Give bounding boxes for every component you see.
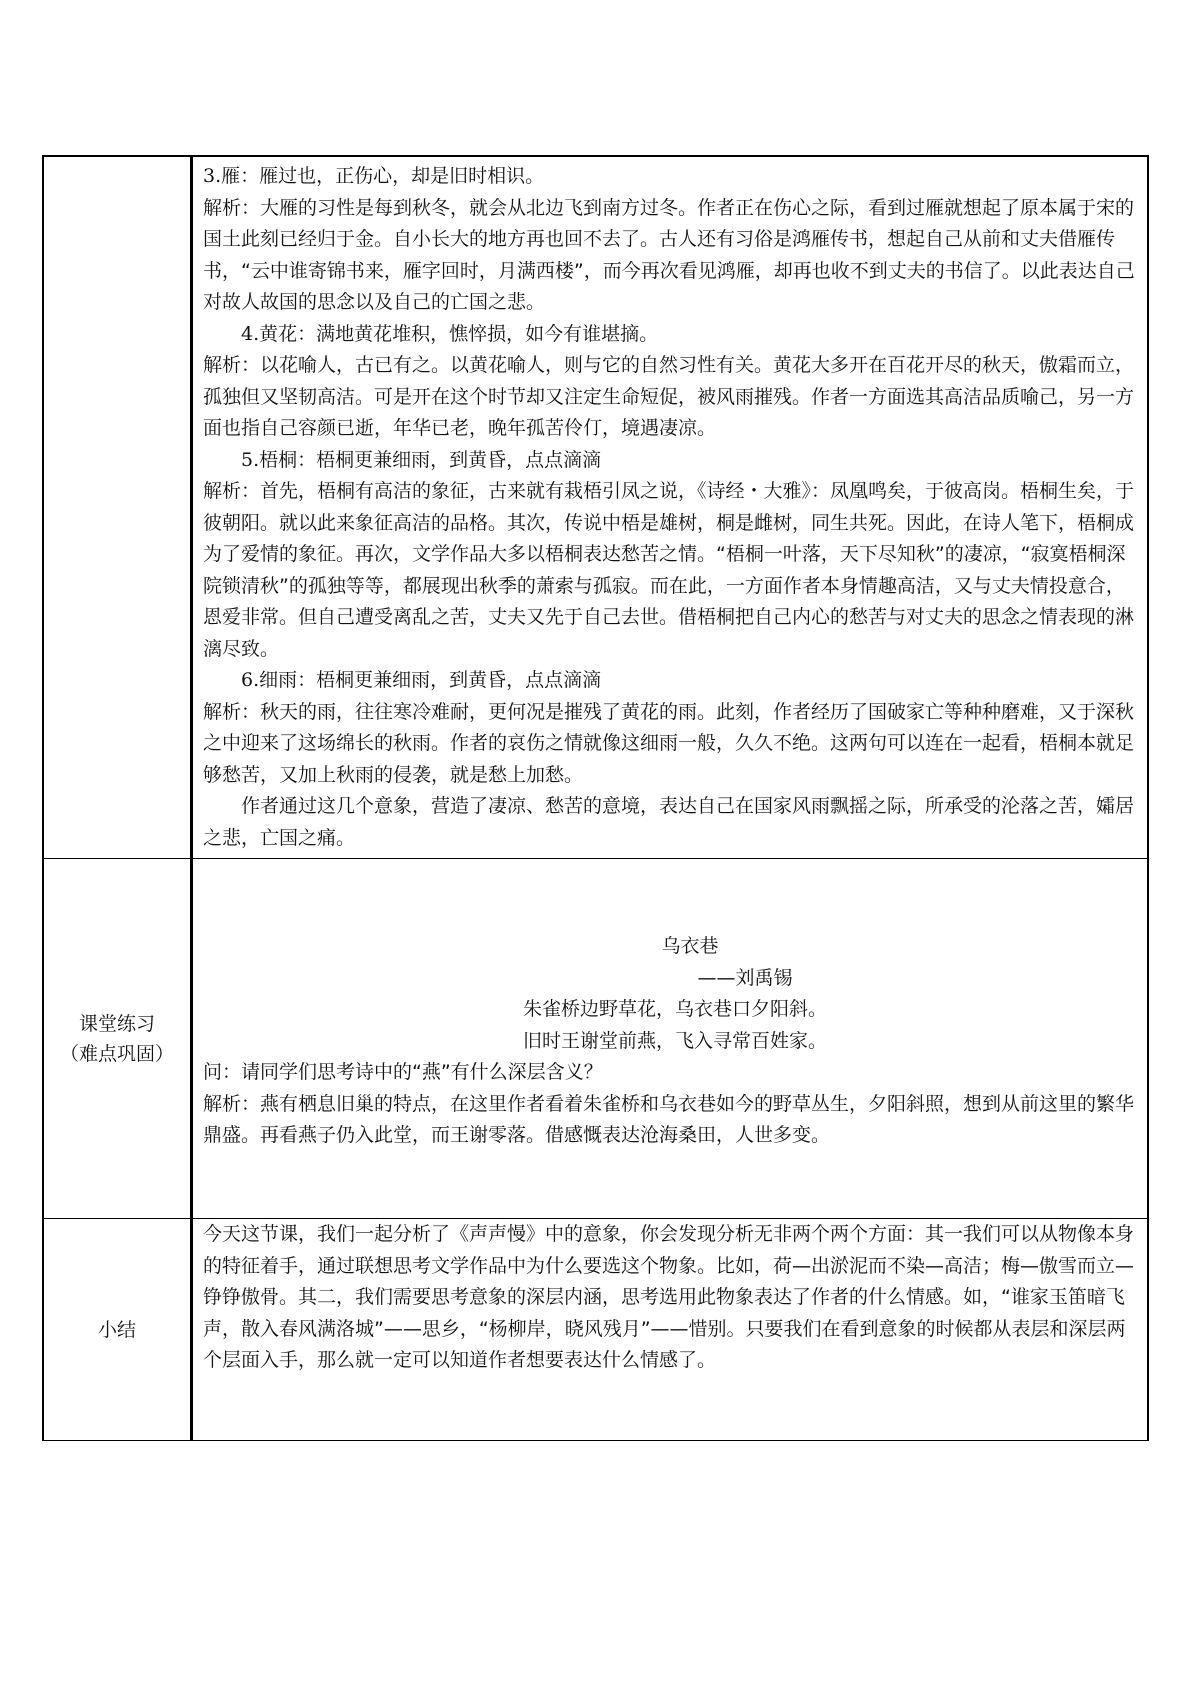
item-6-heading: 6.细雨：梧桐更兼细雨，到黄昏，点点滴滴 <box>241 669 602 691</box>
item-4-heading: 4.黄花：满地黄花堆积，憔悴损，如今有谁堪摘。 <box>241 322 659 345</box>
summary-text: 今天这节课，我们一起分析了《声声慢》中的意象，你会发现分析无非两个两个方面：其一我们可以从物像本身的特征着手，通过联想思考文学作品中为什么要选这个物象。比如，荷—出淤泥而不染—高洁；梅—傲雪而立—铮铮傲骨。其二，我们需要思考意象的深层内涵，思考选用此物象表达了作者的什么情感。如，“谁家玉笛暗飞声，散入春风满洛城”——思乡，“杨柳岸，晓风残月”——惜别。只要我们在看到意象的时候都从表层和深层两个层面入手，那么就一定可以知道作者想要表达什么情感了。 <box>203 1223 1135 1371</box>
practice-row-content <box>192 859 1149 1219</box>
practice-label-line1: 课堂练习 <box>78 1012 155 1035</box>
item-6-analysis: 解析：秋天的雨，往往寒冷难耐，更何况是摧残了黄花的雨。此刻，作者经历了国破家亡等种种磨难，又于深秋之中迎来了这场绵长的秋雨。作者的哀伤之情就像这细雨一般，久久不绝。这两句可以连在一起看，梧桐本就足够愁苦，又加上秋雨的侵袭，就是愁上加愁。 <box>203 700 1135 786</box>
item-3-analysis: 解析：大雁的习性是每到秋冬，就会从北边飞到南方过冬。作者正在伤心之际，看到过雁就想起了原本属于宋的国土此刻已经归于金。自小长大的地方再也回不去了。古人还有习俗是鸿雁传书，想起自己从前和丈夫借雁传书，“云中谁寄锦书来，雁字回时，月满西楼”，而今再次看见鸿雁，却再也收不到丈夫的书信了。以此表达自己对故人故国的思念以及自己的亡国之悲。 <box>203 196 1135 313</box>
summary-row <box>43 1219 1148 1441</box>
practice-analysis: 解析：燕有栖息旧巢的特点，在这里作者看着朱雀桥和乌衣巷如今的野草丛生，夕阳斜照，想到从前这里的繁华鼎盛。再看燕子仍入此堂，而王谢零落。借感慨表达沧海桑田，人世多变。 <box>203 1092 1135 1146</box>
item-3-heading: 3.雁：雁过也，正伤心，却是旧时相识。 <box>203 165 545 187</box>
summary-row-label: 小结 <box>43 1219 192 1441</box>
poem-title: 乌衣巷 <box>661 935 719 957</box>
practice-row <box>43 859 1148 1219</box>
poem-author: ——刘禹锡 <box>697 966 793 989</box>
analysis-conclusion: 作者通过这几个意象，营造了凄凉、愁苦的意境，表达自己在国家风雨飘摇之际，所承受的沦落之苦，孀居之悲，亡国之痛。 <box>203 795 1135 849</box>
poem-line-2: 旧时王谢堂前燕，飞入寻常百姓家。 <box>522 1029 827 1052</box>
practice-row-label <box>43 859 192 1219</box>
analysis-row <box>43 156 1148 859</box>
poem-line-1: 朱雀桥边野草花，乌衣巷口夕阳斜。 <box>522 998 827 1020</box>
item-4-analysis: 解析：以花喻人，古已有之。以黄花喻人，则与它的自然习性有关。黄花大多开在百花开尽的秋天，傲霜而立，孤独但又坚韧高洁。可是开在这个时节却又注定生命短促，被风雨摧残。作者一方面选其高洁品质喻己，另一方面也指自己容颜已逝，年华已老，晚年孤苦伶仃，境遇凄凉。 <box>203 354 1135 439</box>
analysis-row-content <box>192 156 1149 859</box>
practice-label-line2: （难点巩固） <box>59 1042 174 1065</box>
poem-block <box>203 931 1137 1057</box>
practice-question: 问：请同学们思考诗中的“燕”有什么深层含义？ <box>203 1061 603 1083</box>
item-5-heading: 5.梧桐：梧桐更兼细雨，到黄昏，点点滴滴 <box>241 448 602 471</box>
item-5-analysis: 解析：首先，梧桐有高洁的象征，古来就有栽梧引凤之说，《诗经・大雅》：凤凰鸣矣，于彼高岗。梧桐生矣，于彼朝阳。就以此来象征高洁的品格。其次，传说中梧是雄树，桐是雌树，同生共死。因此，在诗人笔下，梧桐成为了爱情的象征。再次，文学作品大多以梧桐表达愁苦之情。“梧桐一叶落，天下尽知秋”的凄凉，“寂寞梧桐深院锁清秋”的孤独等等，都展现出秋季的萧索与孤寂。而在此，一方面作者本身情趣高洁，又与丈夫情投意合，恩爱非常。但自己遭受离乱之苦，丈夫又先于自己去世。借梧桐把自己内心的愁苦与对丈夫的思念之情表现的淋漓尽致。 <box>203 480 1135 660</box>
analysis-row-label <box>43 156 192 859</box>
lesson-table <box>42 155 1149 1441</box>
summary-row-content <box>192 1219 1149 1441</box>
